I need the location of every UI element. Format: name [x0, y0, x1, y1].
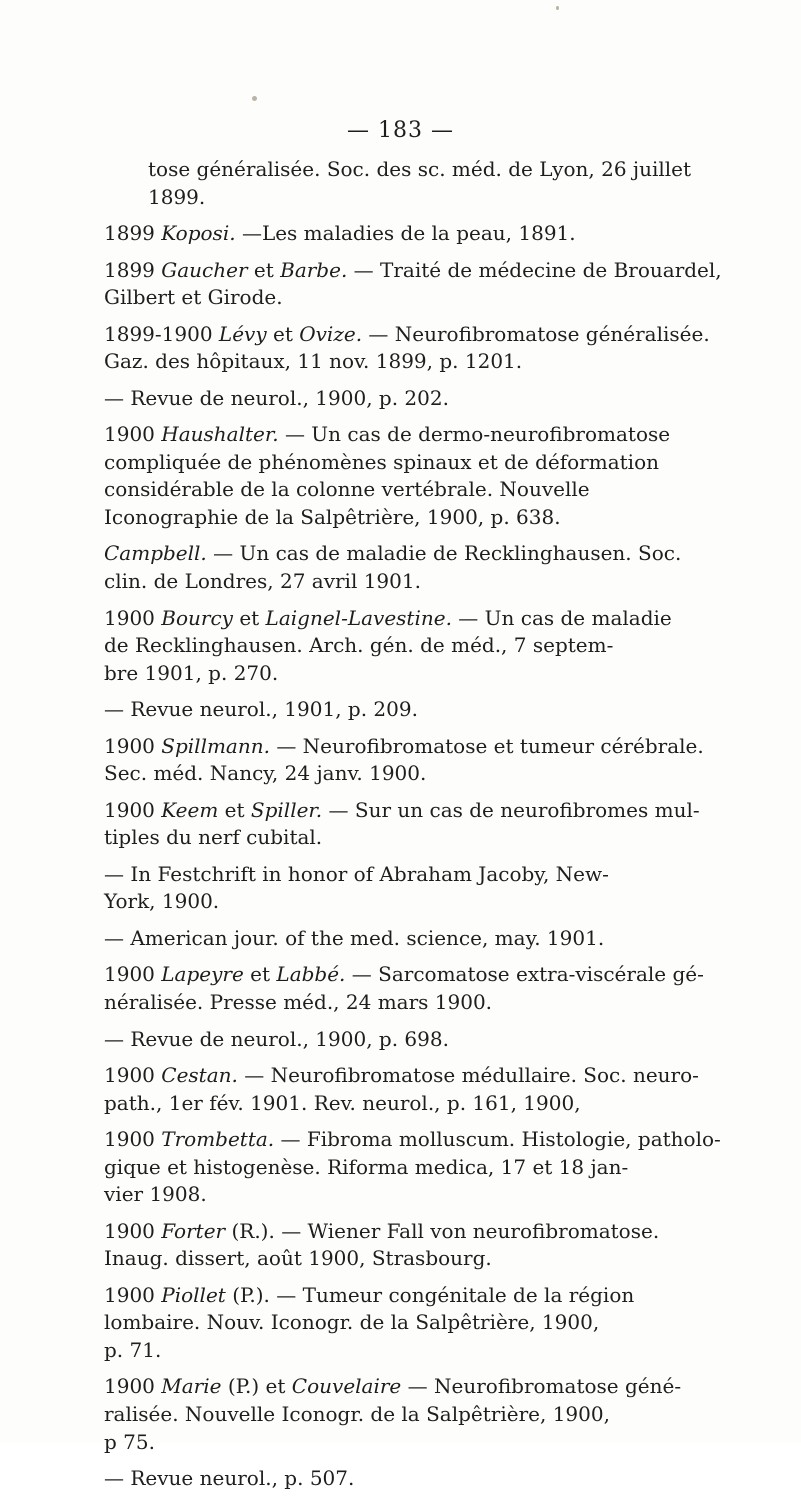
entry-line	[104, 540, 764, 568]
entry-line	[104, 257, 764, 285]
entry-author: Haushalter.	[161, 422, 279, 447]
entry-line	[104, 1429, 764, 1457]
entry-line	[104, 797, 764, 825]
entry-line	[104, 220, 764, 248]
entry-text: — Traité de médecine de Brouardel,	[353, 257, 722, 282]
entry-text: de Recklinghausen. Arch. gén. de méd., 7 septem-	[104, 633, 614, 658]
entry-author: Cestan.	[161, 1062, 238, 1087]
entry-line	[104, 1309, 764, 1337]
entry-text: — Neurofibromatose médullaire. Soc. neuro-	[244, 1062, 699, 1087]
entry-line	[104, 421, 764, 449]
entry-line	[104, 449, 764, 477]
bibliography-entry	[104, 1026, 764, 1054]
entry-year: 1900	[104, 1062, 155, 1087]
entry-line	[104, 989, 764, 1017]
entry-author: Piollet	[161, 1282, 226, 1307]
bibliography-entry	[104, 1062, 764, 1117]
entry-text: gique et histogenèse. Riforma medica, 17 et 18 jan-	[104, 1154, 629, 1179]
bibliography-entry	[104, 605, 764, 688]
entry-author-join: et	[224, 797, 245, 822]
entry-text: — Neurofibromatose et tumeur cérébrale.	[276, 733, 704, 758]
entry-line	[104, 1373, 764, 1401]
entry-line	[104, 1282, 764, 1310]
entry-text: Iconographie de la Salpêtrière, 1900, p. 638.	[104, 504, 561, 529]
entry-line	[104, 1026, 764, 1054]
entry-author: Bourcy	[161, 605, 233, 630]
entry-text: — Sur un cas de neurofibromes mul-	[328, 797, 700, 822]
entry-line	[104, 888, 764, 916]
entry-text: tiples du nerf cubital.	[104, 825, 323, 850]
entry-author: Forter	[161, 1218, 226, 1243]
entry-author: Lévy	[218, 321, 267, 346]
entry-text: lombaire. Nouv. Iconogr. de la Salpêtrière, 1900,	[104, 1310, 600, 1335]
entry-text: path., 1er fév. 1901. Rev. neurol., p. 161, 1900,	[104, 1090, 581, 1115]
entry-author-suffix: (P.) et	[227, 1374, 286, 1399]
paper-speck	[252, 96, 257, 101]
entry-author-join: et	[250, 962, 271, 987]
entry-text: — Un cas de maladie	[458, 605, 672, 630]
entry-text: Revue neurol., 1901, p. 209.	[130, 697, 418, 722]
entry-text: Inaug. dissert, août 1900, Strasbourg.	[104, 1246, 492, 1271]
entry-text: ralisée. Nouvelle Iconogr. de la Salpêtrière, 1900,	[104, 1402, 610, 1427]
entry-text: — Wiener Fall von neurofibromatose.	[281, 1218, 660, 1243]
entry-author-suffix: (R.).	[231, 1218, 275, 1243]
entry-author: Trombetta.	[161, 1127, 275, 1152]
paper-speck	[556, 6, 559, 10]
entry-coauthor: Couvelaire	[291, 1374, 402, 1399]
entry-text: — Fibroma molluscum. Histologie, patholo-	[280, 1127, 721, 1152]
entry-author: Koposi.	[161, 221, 236, 246]
entry-line	[104, 1337, 764, 1365]
entry-text: — Neurofibromatose géné-	[407, 1374, 682, 1399]
entry-line	[148, 184, 764, 212]
entry-year: 1900	[104, 1218, 155, 1243]
entry-text: Gilbert et Girode.	[104, 285, 283, 310]
entry-text: 1899.	[148, 184, 206, 209]
entry-year: 1900	[104, 1374, 155, 1399]
entry-author-join: et	[239, 605, 260, 630]
bibliography-entry	[104, 421, 764, 531]
entry-line	[104, 1465, 764, 1493]
bibliography-entry	[104, 257, 764, 312]
entry-line	[104, 1090, 764, 1118]
bibliography-entry	[104, 1373, 764, 1456]
bibliography-entry	[104, 1218, 764, 1273]
entry-author-join: et	[273, 321, 293, 346]
entry-year: 1899	[104, 221, 155, 246]
entry-line	[104, 385, 764, 413]
entry-line	[104, 1154, 764, 1182]
entry-year: —	[104, 385, 124, 410]
entry-author-suffix: (P.).	[232, 1282, 270, 1307]
entry-text: bre 1901, p. 270.	[104, 660, 279, 685]
entry-year: —	[104, 1026, 124, 1051]
entry-line	[104, 284, 764, 312]
bibliography-entry	[104, 321, 764, 376]
entry-text: clin. de Londres, 27 avril 1901.	[104, 569, 421, 594]
entry-line	[104, 1126, 764, 1154]
entry-text: vier 1908.	[104, 1182, 207, 1207]
bibliography-entry	[104, 540, 764, 595]
entry-line	[104, 824, 764, 852]
entry-year: 1900	[104, 733, 155, 758]
bibliography-entry	[104, 385, 764, 413]
entry-text: American jour. of the med. science, may. 1901.	[130, 925, 605, 950]
entry-line	[104, 348, 764, 376]
entry-coauthor: Ovize.	[299, 321, 363, 346]
entry-text: Revue de neurol., 1900, p. 202.	[130, 385, 449, 410]
entry-text: Gaz. des hôpitaux, 11 nov. 1899, p. 1201.	[104, 349, 523, 374]
entry-year: 1900	[104, 797, 155, 822]
bibliography-entry	[104, 961, 764, 1016]
entry-text: Revue de neurol., 1900, p. 698.	[130, 1026, 449, 1051]
entry-line	[104, 861, 764, 889]
entry-line	[104, 1401, 764, 1429]
entry-text: In Festchrift in honor of Abraham Jacoby, New-	[130, 861, 609, 886]
entry-year: —	[104, 925, 124, 950]
entry-line	[104, 1062, 764, 1090]
entry-line	[104, 476, 764, 504]
bibliography-entry	[104, 925, 764, 953]
entry-coauthor: Spiller.	[250, 797, 323, 822]
entry-line	[104, 696, 764, 724]
entry-author: Campbell.	[104, 541, 207, 566]
entry-line	[104, 568, 764, 596]
bibliography-entry	[104, 1465, 764, 1493]
entry-text: — Sarcomatose extra-viscérale gé-	[351, 962, 704, 987]
entry-text: — Un cas de dermo-neurofibromatose	[284, 422, 671, 447]
entry-coauthor: Labbé.	[276, 962, 346, 987]
bibliography-entry	[104, 1282, 764, 1365]
entry-author: Gaucher	[161, 257, 248, 282]
entry-year: 1899-1900	[104, 321, 213, 346]
entry-line	[104, 1245, 764, 1273]
entry-text: — Tumeur congénitale de la région	[276, 1282, 635, 1307]
entry-year: 1899	[104, 257, 155, 282]
entry-year: —	[104, 697, 124, 722]
entry-year: 1900	[104, 962, 155, 987]
entry-author: Keem	[161, 797, 219, 822]
entry-text: considérable de la colonne vertébrale. Nouvelle	[104, 477, 590, 502]
entry-text: York, 1900.	[104, 889, 220, 914]
entry-line	[104, 760, 764, 788]
entry-line	[104, 321, 764, 349]
entry-year: 1900	[104, 1127, 155, 1152]
entry-text: compliquée de phénomènes spinaux et de déformation	[104, 449, 659, 474]
entry-text: —Les maladies de la peau, 1891.	[241, 221, 576, 246]
entry-author: Spillmann.	[161, 733, 270, 758]
entry-text: Revue neurol., p. 507.	[130, 1466, 355, 1491]
entry-text: tose généralisée. Soc. des sc. méd. de Lyon, 26 juillet	[148, 157, 692, 181]
entry-text: — Un cas de maladie de Recklinghausen. Soc.	[213, 541, 682, 566]
entry-line	[148, 156, 764, 184]
entry-author-join: et	[253, 257, 274, 282]
bibliography-list	[104, 156, 764, 1502]
bibliography-entry	[104, 696, 764, 724]
bibliography-entry	[104, 156, 764, 211]
entry-year: 1900	[104, 605, 155, 630]
entry-author: Marie	[161, 1374, 222, 1399]
entry-line	[104, 1218, 764, 1246]
entry-line	[104, 1181, 764, 1209]
bibliography-entry	[104, 797, 764, 852]
entry-year: 1900	[104, 422, 155, 447]
entry-text: Sec. méd. Nancy, 24 janv. 1900.	[104, 761, 427, 786]
entry-line	[104, 660, 764, 688]
entry-year: 1900	[104, 1282, 155, 1307]
bibliography-entry	[104, 733, 764, 788]
entry-line	[104, 961, 764, 989]
entry-text: néralisée. Presse méd., 24 mars 1900.	[104, 990, 493, 1015]
page-number: — 183 —	[347, 118, 454, 143]
entry-line	[104, 733, 764, 761]
entry-author: Lapeyre	[161, 962, 244, 987]
entry-year: —	[104, 861, 124, 886]
bibliography-entry	[104, 1126, 764, 1209]
entry-line	[104, 925, 764, 953]
entry-line	[104, 504, 764, 532]
entry-text: p 75.	[104, 1429, 155, 1454]
bibliography-entry	[104, 220, 764, 248]
entry-coauthor: Barbe.	[280, 257, 348, 282]
entry-coauthor: Laignel-Lavestine.	[265, 605, 452, 630]
entry-line	[104, 605, 764, 633]
entry-year: —	[104, 1466, 124, 1491]
bibliography-entry	[104, 861, 764, 916]
entry-text: — Neurofibromatose généralisée.	[368, 321, 710, 346]
entry-text: p. 71.	[104, 1338, 162, 1362]
entry-line	[104, 632, 764, 660]
